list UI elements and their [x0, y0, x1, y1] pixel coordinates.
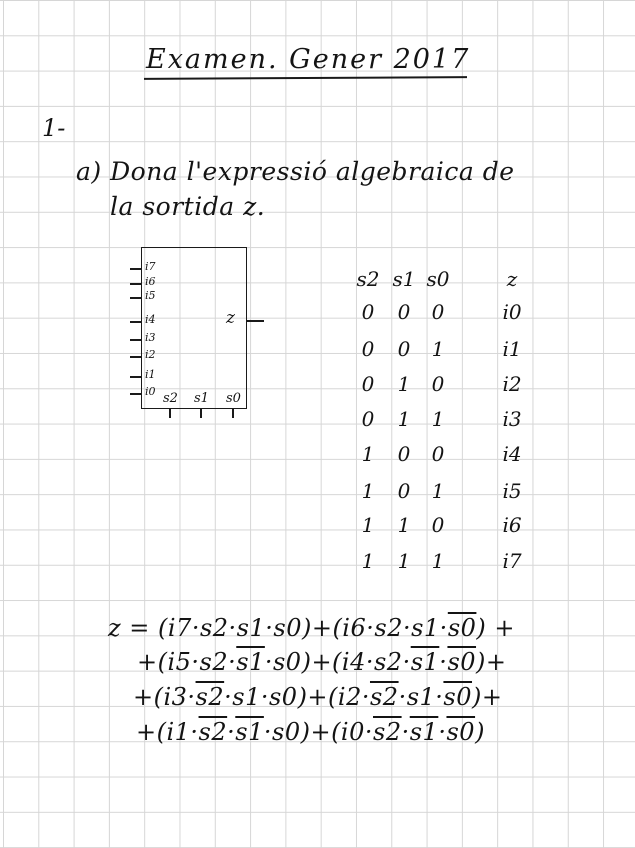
truth-table-cell: 1: [397, 407, 411, 431]
expression-segment: ·s1·: [398, 683, 444, 711]
input-pin-line-i7: [130, 268, 142, 270]
truth-table-header-s0: s0: [426, 267, 450, 291]
question-text-line-1: a) Dona l'expressió algebraica de: [76, 157, 515, 186]
truth-table-cell: 1: [361, 479, 375, 503]
truth-table-cell: i2: [502, 372, 522, 396]
negated-term: s0: [446, 718, 476, 746]
page-title: Examen. Gener 2017: [146, 44, 471, 75]
negated-term: s2: [198, 718, 228, 746]
select-pin-line-s2: [169, 409, 171, 418]
truth-table-cell: i3: [502, 407, 522, 431]
negated-term: s2: [195, 683, 225, 711]
expression-line-3: [133, 683, 503, 711]
negated-term: s0: [447, 648, 477, 676]
truth-table-cell: 0: [361, 300, 375, 324]
negated-term: s1: [235, 718, 264, 746]
expression-segment: z = (i7·s2·s1·s0)+(i6·s2·s1·: [108, 614, 448, 642]
select-label-s2: s2: [163, 391, 178, 406]
input-label-i2: i2: [145, 348, 156, 361]
expression-segment: ·s0)+(i4·s2·: [264, 648, 411, 676]
expression-segment: )+: [476, 648, 507, 676]
truth-table-cell: 1: [361, 442, 375, 466]
expression-segment: ·: [438, 718, 447, 746]
negated-term: s0: [447, 614, 477, 642]
input-label-i1: i1: [145, 368, 156, 381]
expression-segment: +(i3·: [133, 683, 196, 711]
truth-table-cell: 1: [397, 549, 411, 573]
title-underline: [144, 76, 467, 80]
truth-table-cell: i4: [502, 442, 522, 466]
negated-term: s0: [443, 683, 473, 711]
truth-table-cell: 1: [431, 479, 445, 503]
truth-table-cell: 0: [431, 300, 445, 324]
truth-table-header-s1: s1: [392, 267, 416, 291]
question-text-line-2: la sortida z.: [110, 192, 266, 221]
truth-table-cell: 0: [361, 372, 375, 396]
expression-line-2: [137, 648, 507, 676]
negated-term: s1: [409, 718, 439, 746]
input-pin-line-i4: [130, 321, 142, 323]
input-label-i3: i3: [145, 331, 156, 344]
select-pin-line-s1: [200, 409, 202, 418]
truth-table-cell: 1: [397, 372, 411, 396]
expression-segment: ·: [227, 718, 236, 746]
input-label-i7: i7: [145, 260, 156, 273]
truth-table-cell: i7: [502, 549, 522, 573]
truth-table-cell: 0: [431, 442, 445, 466]
truth-table-cell: i6: [502, 513, 522, 537]
expression-segment: +(i5·s2·: [137, 648, 237, 676]
input-pin-line-i2: [130, 356, 142, 358]
truth-table-cell: 1: [361, 549, 375, 573]
expression-segment: ·s0)+(i0·: [263, 718, 373, 746]
truth-table-cell: 0: [397, 479, 411, 503]
truth-table-cell: 0: [397, 337, 411, 361]
input-label-i5: i5: [145, 289, 156, 302]
negated-term: s1: [236, 648, 265, 676]
truth-table-cell: 0: [431, 372, 445, 396]
input-pin-line-i0: [130, 393, 142, 395]
negated-term: s2: [373, 718, 402, 746]
input-label-i0: i0: [145, 385, 156, 398]
negated-term: s2: [369, 683, 399, 711]
truth-table-cell: 0: [397, 442, 411, 466]
truth-table-cell: 1: [397, 513, 411, 537]
truth-table-cell: i0: [502, 300, 522, 324]
negated-term: s1: [410, 648, 440, 676]
truth-table-cell: 1: [361, 513, 375, 537]
truth-table-cell: 0: [397, 300, 411, 324]
truth-table-header-z: z: [506, 267, 518, 291]
expression-segment: ·: [439, 648, 448, 676]
truth-table-cell: 1: [431, 549, 445, 573]
input-pin-line-i6: [130, 283, 142, 285]
expression-segment: +(i1·: [136, 718, 199, 746]
question-number: 1-: [42, 114, 66, 142]
multiplexer-box: [141, 247, 247, 409]
input-pin-line-i1: [130, 376, 142, 378]
expression-segment: ): [475, 718, 485, 746]
input-pin-line-i3: [130, 339, 142, 341]
truth-table-header-s2: s2: [356, 267, 380, 291]
truth-table-cell: i5: [502, 479, 522, 503]
select-label-s1: s1: [194, 391, 209, 406]
expression-line-1: [108, 614, 515, 642]
truth-table-cell: i1: [502, 337, 522, 361]
output-pin-line: [247, 320, 264, 322]
truth-table-cell: 1: [431, 337, 445, 361]
expression-segment: ) +: [476, 614, 516, 642]
select-label-s0: s0: [226, 391, 241, 406]
select-pin-line-s0: [232, 409, 234, 418]
truth-table-cell: 0: [431, 513, 445, 537]
truth-table-cell: 0: [361, 407, 375, 431]
expression-line-4: [136, 718, 485, 746]
input-label-i4: i4: [145, 313, 156, 326]
input-label-i6: i6: [145, 275, 156, 288]
truth-table-cell: 0: [361, 337, 375, 361]
expression-segment: ·s1·s0)+(i2·: [224, 683, 370, 711]
expression-segment: ·: [401, 718, 410, 746]
expression-segment: )+: [472, 683, 503, 711]
output-label: z: [226, 308, 235, 328]
input-pin-line-i5: [130, 297, 142, 299]
truth-table-cell: 1: [431, 407, 445, 431]
